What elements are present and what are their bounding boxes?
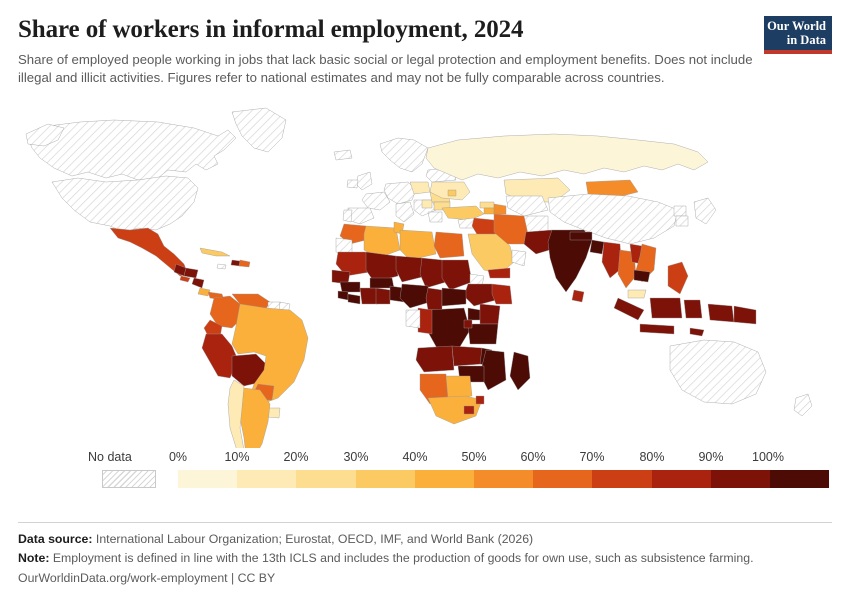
country-nigeria[interactable] [400,284,430,308]
country-russia[interactable] [426,134,708,180]
country-nicaragua[interactable] [192,278,204,288]
country-bangladesh[interactable] [590,240,604,254]
country-tanzania[interactable] [468,324,498,344]
legend-bin-70-80[interactable] [592,470,651,488]
country-portugal[interactable] [343,210,352,222]
legend-tick-10: 10% [224,450,250,465]
country-cuba[interactable] [200,248,230,256]
country-ethiopia[interactable] [464,284,496,306]
country-egypt[interactable] [434,232,464,258]
country-sri-lanka[interactable] [572,290,584,302]
legend-tick-30: 30% [343,450,369,465]
country-ghana[interactable] [376,288,390,304]
legend-tick-50: 50% [461,450,487,465]
country-south-korea[interactable] [676,216,688,226]
owid-logo-line2: in Data [786,32,826,47]
country-malaysia[interactable] [628,290,646,298]
country-madagascar[interactable] [510,352,530,390]
legend-tick-80: 80% [639,450,665,465]
page-title: Share of workers in informal employment, 2024 [18,16,524,43]
country-chile[interactable] [228,380,244,448]
country-dr-congo[interactable] [428,308,470,350]
country-ivory-coast[interactable] [360,288,378,304]
country-rwanda-burundi[interactable] [464,320,472,328]
legend-bin-20-30[interactable] [296,470,355,488]
map-legend[interactable] [80,450,784,502]
footer-source-label: Data source: [18,531,93,546]
country-indonesia-sumatra[interactable] [614,298,644,320]
footer-source-text: International Labour Organization; Eurostat, OECD, IMF, and World Bank (2026) [95,531,534,546]
country-kenya[interactable] [480,304,500,324]
country-jamaica[interactable] [217,264,226,269]
legend-bin-10-20[interactable] [237,470,296,488]
country-papua-new-guinea[interactable] [734,306,756,324]
legend-bin-60-70[interactable] [533,470,592,488]
country-united-states[interactable] [52,176,198,232]
country-central-asia[interactable] [506,196,548,216]
country-sierra-leone[interactable] [338,291,348,300]
country-dominican-republic[interactable] [239,260,250,267]
country-greece[interactable] [428,212,442,222]
country-mali[interactable] [366,252,398,282]
chart-footer [18,522,832,590]
country-timor-leste[interactable] [690,328,704,336]
country-yemen[interactable] [488,268,510,278]
country-botswana[interactable] [446,376,472,398]
country-gabon[interactable] [406,310,420,328]
legend-no-data-swatch[interactable] [102,470,156,488]
footer-note-label: Note: [18,551,50,566]
legend-tick-0: 0% [168,450,188,465]
owid-logo[interactable] [764,16,832,54]
country-armenia[interactable] [484,208,494,214]
country-france[interactable] [362,192,390,210]
country-honduras[interactable] [184,268,198,278]
legend-bin-80-90[interactable] [652,470,711,488]
country-indonesia-sulawesi[interactable] [684,300,702,318]
country-nepal[interactable] [570,232,592,240]
country-greenland[interactable] [232,108,286,152]
country-italy[interactable] [396,202,414,222]
legend-tick-100: 100% [752,450,784,465]
chart-header [18,16,832,88]
footer-link[interactable]: OurWorldinData.org/work-employment | CC BY [18,571,276,586]
chart-subtitle: Share of employed people working in jobs that lack basic social or legal protection and employment benefits. Does not include illegal and illicit activities. Figures refer to national estimates and may not be fully comparable across countries. [18,51,753,86]
legend-tick-labels [80,450,784,467]
country-uganda[interactable] [468,308,480,320]
country-liberia[interactable] [348,294,360,304]
legend-bin-50-60[interactable] [474,470,533,488]
country-indonesia-borneo[interactable] [650,298,682,318]
country-moldova[interactable] [448,190,456,196]
country-norway-sweden-finland[interactable] [380,138,428,172]
country-japan[interactable] [694,198,716,224]
country-azerbaijan[interactable] [494,204,506,214]
country-lesotho[interactable] [464,406,474,414]
country-eswatini[interactable] [476,396,484,404]
legend-tick-20: 20% [283,450,309,465]
country-indonesia-java[interactable] [640,324,674,334]
country-haiti[interactable] [231,260,240,266]
country-united-kingdom[interactable] [356,172,372,190]
legend-tick-70: 70% [579,450,605,465]
country-indonesia-papua[interactable] [708,304,734,322]
legend-color-bar[interactable] [178,470,829,488]
country-serbia[interactable] [422,200,432,208]
country-western-sahara[interactable] [336,238,352,254]
country-new-zealand[interactable] [794,394,812,416]
country-zambia[interactable] [452,346,482,366]
legend-bin-40-50[interactable] [415,470,474,488]
country-central-african-republic[interactable] [442,288,466,306]
country-angola[interactable] [416,346,454,372]
country-turkey[interactable] [442,206,484,220]
legend-tick-60: 60% [520,450,546,465]
legend-bin-95-100[interactable] [770,470,829,488]
legend-bin-30-40[interactable] [356,470,415,488]
legend-tick-40: 40% [402,450,428,465]
legend-bin-0-10[interactable] [178,470,237,488]
country-australia[interactable] [670,340,766,404]
country-ireland[interactable] [347,180,358,188]
footer-source [18,531,832,549]
country-iceland[interactable] [334,150,352,160]
country-philippines[interactable] [668,262,688,294]
footer-note [18,550,832,568]
country-north-korea[interactable] [674,206,686,216]
world-map-svg[interactable] [18,98,832,448]
country-cameroon[interactable] [426,288,442,310]
country-libya[interactable] [400,230,436,260]
world-map[interactable] [18,98,832,448]
legend-tick-90: 90% [698,450,724,465]
country-georgia[interactable] [480,202,494,208]
footer-note-text: Employment is defined in line with the 13th ICLS and includes the production of goods for own use, such as subsistence farming. [52,551,754,566]
country-cambodia[interactable] [634,270,650,282]
country-guinea[interactable] [340,282,360,292]
owid-logo-line1: Our World [767,19,826,33]
legend-no-data-label: No data [88,450,132,465]
country-oman[interactable] [512,250,526,266]
country-somalia[interactable] [492,284,512,304]
country-iraq[interactable] [472,218,496,236]
legend-bin-90-95[interactable] [711,470,770,488]
